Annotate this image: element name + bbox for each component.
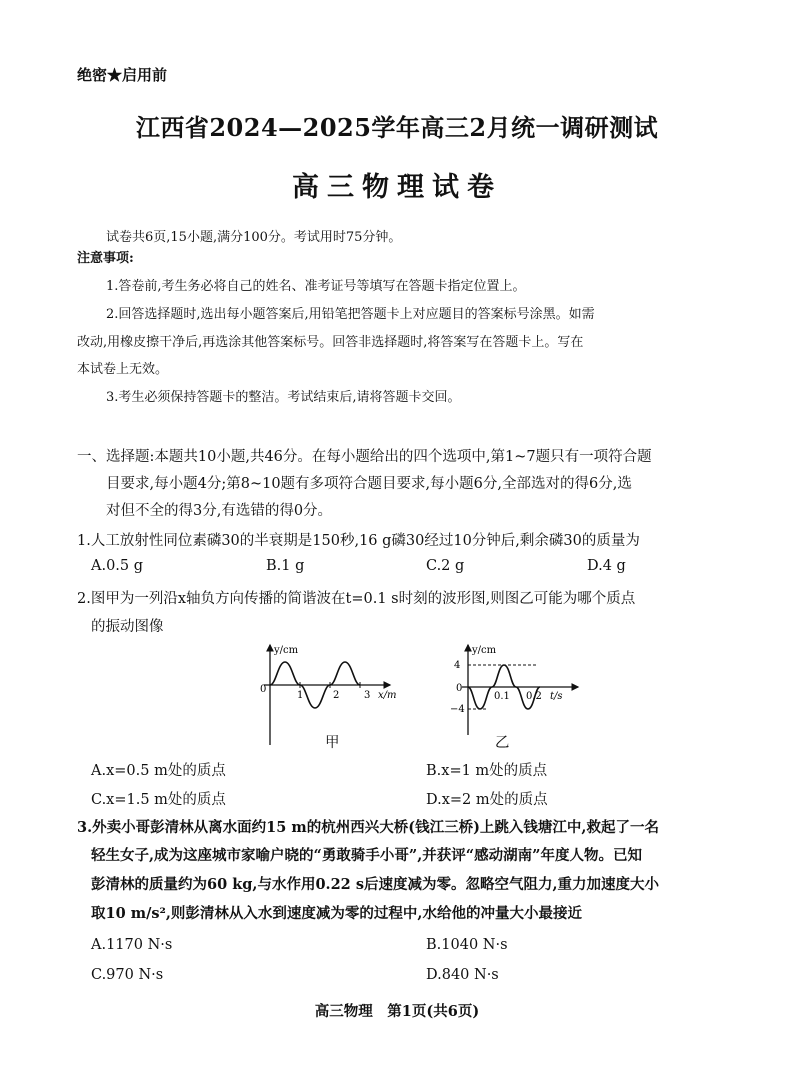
question-3-option-a: A.1170 N·s: [91, 937, 173, 953]
notice-item-2-line-2: 改动,用橡皮擦干净后,再选涂其他答案标号。回答非选择题时,将答案写在答题卡上。写在: [77, 335, 584, 350]
question-2-option-d: D.x=2 m处的质点: [426, 792, 548, 808]
question-3-stem-line-1: 3.外卖小哥彭清林从离水面约15 m的杭州西兴大桥(钱江三桥)上跳入钱塘江中,救起了一名: [77, 819, 659, 836]
x-tick-label-2: 2: [333, 690, 340, 701]
y-axis-label: y/cm: [274, 645, 299, 656]
t-axis-label: t/s: [550, 691, 563, 702]
question-1-option-d: D.4 g: [587, 558, 626, 574]
section-1-line-2: 目要求,每小题4分;第8~10题有多项符合题目要求,每小题6分,全部选对的得6分,选: [106, 476, 632, 492]
exam-intro: 试卷共6页,15小题,满分100分。考试用时75分钟。: [106, 230, 402, 245]
page-footer: 高三物理 第1页(共6页): [314, 1003, 480, 1020]
question-3-option-d: D.840 N·s: [426, 967, 499, 983]
question-1-option-a: A.0.5 g: [91, 558, 144, 574]
figure-yi-vibration-graph: [448, 640, 588, 740]
exam-title: 江西省2024—2025学年高三2月统一调研测试: [135, 113, 659, 142]
question-3-stem-line-3: 彭清林的质量约为60 kg,与水作用0.22 s后速度减为零。忽略空气阻力,重力加速度大小: [91, 876, 660, 893]
x-axis-label: x/m: [378, 690, 397, 701]
x-tick-label-3: 3: [364, 690, 371, 701]
notice-item-1: 1.答卷前,考生务必将自己的姓名、准考证号等填写在答题卡指定位置上。: [106, 279, 526, 294]
question-3-stem-line-4: 取10 m/s²,则彭清林从入水到速度减为零的过程中,水给他的冲量大小最接近: [91, 905, 582, 922]
y-axis-label: y/cm: [472, 645, 497, 656]
question-2-stem-line-2: 的振动图像: [91, 619, 164, 635]
question-1-option-c: C.2 g: [426, 558, 465, 574]
section-1-line-3: 对但不全的得3分,有选错的得0分。: [106, 503, 333, 519]
y-tick-label-top: 4: [454, 660, 461, 671]
figure-yi-caption: 乙: [495, 735, 510, 751]
notice-item-2-line-1: 2.回答选择题时,选出每小题答案后,用铅笔把答题卡上对应题目的答案标号涂黑。如需: [106, 307, 595, 322]
t-tick-label-1: 0.1: [494, 691, 510, 702]
question-3-option-c: C.970 N·s: [91, 967, 164, 983]
question-3-option-b: B.1040 N·s: [426, 937, 508, 953]
confidential-label: 绝密★启用前: [77, 66, 168, 84]
notice-heading: 注意事项:: [77, 251, 134, 266]
notice-item-3: 3.考生必须保持答题卡的整洁。考试结束后,请将答题卡交回。: [106, 390, 461, 405]
notice-item-2-line-3: 本试卷上无效。: [77, 362, 169, 377]
question-2-stem-line-1: 2.图甲为一列沿x轴负方向传播的简谐波在t=0.1 s时刻的波形图,则图乙可能为哪个质点: [77, 591, 636, 607]
question-3-stem-line-2: 轻生女子,成为这座城市家喻户晓的“勇敢骑手小哥”,并获评“感动湖南”年度人物。已知: [91, 847, 642, 864]
question-1-stem: 1.人工放射性同位素磷30的半衰期是150秒,16 g磷30经过10分钟后,剩余磷30的质量为: [77, 533, 640, 549]
question-2-option-b: B.x=1 m处的质点: [426, 763, 548, 779]
section-1-line-1: 一、选择题:本题共10小题,共46分。在每小题给出的四个选项中,第1~7题只有一项符合题: [77, 449, 652, 465]
x-tick-label-1: 1: [297, 690, 304, 701]
exam-subtitle: 高三物理试卷: [292, 172, 502, 203]
question-2-option-c: C.x=1.5 m处的质点: [91, 792, 226, 808]
y-tick-label-bottom: −4: [450, 704, 465, 715]
origin-label: 0: [456, 683, 463, 694]
figure-jia-caption: 甲: [325, 735, 340, 751]
question-2-option-a: A.x=0.5 m处的质点: [91, 763, 226, 779]
t-tick-label-2: 0.2: [526, 691, 542, 702]
question-1-option-b: B.1 g: [266, 558, 305, 574]
origin-label: 0: [260, 684, 267, 695]
